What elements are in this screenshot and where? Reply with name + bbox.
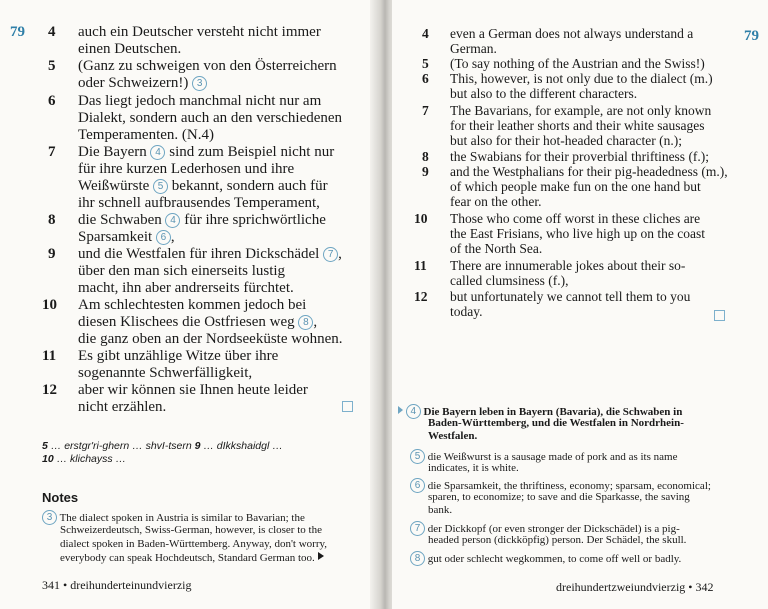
sentence-line: but unfortunately we cannot tell them to you [450,289,691,304]
sentence-line: (Ganz zu schweigen von den Österreichern [78,58,337,74]
note-marker-icon[interactable]: 3 [192,76,207,91]
sentence-line: for their leather shorts and their white sausages [450,118,705,133]
sentence-line: sogenannte Schwerfälligkeit, [78,365,253,381]
vocab-note: 6 die Sparsamkeit, the thriftiness, economy; sparsam, economical; [410,478,711,493]
vocab-note: 8 gut oder schlecht wegkommen, to come off well or badly. [410,551,681,566]
vocab-note-line: sparen, to economize; to save and die Sparkasse, the saving [428,491,690,503]
page-footer: dreihundertzweiundvierzig • 342 [556,580,714,594]
sentence-line: ihr schnell aufbrausendes Temperament, [78,195,320,211]
sentence-line: today. [450,304,483,319]
sentence-line: aber wir können sie Ihnen heute leider [78,382,308,398]
notes-title: Notes [42,490,79,505]
note-marker-icon: 6 [410,478,425,493]
sentence-number: 7 [48,144,56,160]
sentence-number: 11 [42,348,57,364]
sentence-line: (To say nothing of the Austrian and the Swiss!) [450,56,705,71]
sentence-line: This, however, is not only due to the dialect (m.) [450,71,713,86]
sentence-line: German. [450,41,497,56]
sentence-number: 10 [414,211,428,226]
sentence-line: und die Westfalen für ihren Dickschädel 7 , [78,246,342,262]
note-marker-icon: 7 [410,521,425,536]
vocab-note-line: indicates, it is white. [428,462,519,474]
page-footer: 341 • dreihunderteinundvierzig [42,578,192,592]
note-marker-icon[interactable]: 6 [156,230,171,245]
note-line: Schweizerdeutsch, Swiss-German, however, is closer to the [60,524,322,536]
sentence-line: There are innumerable jokes about their so- [450,258,686,273]
vocab-note: 7 der Dickkopf (or even stronger der Dickschädel) is a pig- [410,521,680,536]
sentence-line: Temperamenten. (N.4) [78,127,214,143]
end-marker-icon [714,310,725,321]
continue-arrow-icon [398,406,403,414]
end-marker-icon [342,401,353,412]
sentence-line: auch ein Deutscher versteht nicht immer [78,24,321,40]
note-marker-icon: 4 [406,404,421,419]
sentence-number: 6 [422,71,429,86]
sentence-line: fear on the other. [450,194,542,209]
pronunciation-line: 10 … klichayss … [42,453,127,465]
note-marker-icon[interactable]: 8 [298,315,313,330]
sentence-line: Dialekt, sondern auch an den verschiedenen [78,110,343,126]
sentence-line: and the Westphalians for their pig-headedness (m.), [450,164,728,179]
sentence-line: macht, ihn aber andrerseits fürchtet. [78,280,294,296]
sentence-line: die Schwaben 4 für ihre sprichwörtliche [78,212,326,228]
vocab-note: 4 Die Bayern leben in Bayern (Bavaria), die Schwaben in [398,404,682,419]
vocab-note-line: Westfalen. [428,430,478,442]
sentence-line: Sparsamkeit 6 , [78,229,175,245]
sentence-number: 4 [48,24,56,40]
sentence-line: the East Frisians, who live high up on the coast [450,226,705,241]
sentence-line: Es gibt unzählige Witze über ihre [78,348,279,364]
pronunciation-line: 5 … erstgr'ri-ghern … shvI-tsern 9 … dIkkshaidgl … [42,440,283,452]
sentence-line: but also to the different characters. [450,86,638,101]
sentence-line: die ganz oben an der Nordseeküste wohnen. [78,331,343,347]
lesson-number: 79 [10,24,25,40]
sentence-number: 11 [414,258,427,273]
vocab-note-line: headed person (dickköpfig) person. Der Schädel, the skull. [428,534,687,546]
sentence-line: einen Deutschen. [78,41,182,57]
sentence-line: the Swabians for their proverbial thriftiness (f.); [450,149,710,164]
sentence-number: 7 [422,103,429,118]
note-line: everybody can speak Hochdeutsch, Standard German too. [60,552,324,566]
sentence-number: 10 [42,297,57,313]
sentence-number: 12 [42,382,57,398]
note-marker-icon[interactable]: 4 [150,145,165,160]
sentence-line: Am schlechtesten kommen jedoch bei [78,297,307,313]
note-marker-icon: 8 [410,551,425,566]
sentence-line: nicht erzählen. [78,399,167,415]
sentence-line: but also for their hot-headed character (n.); [450,133,683,148]
sentence-number: 5 [422,56,429,71]
sentence-line: Das liegt jedoch manchmal nicht nur am [78,93,322,109]
left-page [0,0,376,609]
note-line: 3 The dialect spoken in Austria is similar to Bavarian; the [42,510,305,526]
sentence-line: oder Schweizern!) 3 [78,75,207,92]
note-marker-icon[interactable]: 7 [323,247,338,262]
lesson-number: 79 [744,28,759,44]
sentence-line: über den man sich einerseits lustig [78,263,286,279]
vocab-note: 5 die Weißwurst is a sausage made of pork and as its name [410,449,677,464]
note-marker-icon[interactable]: 5 [153,179,168,194]
sentence-line: für ihre kurzen Lederhosen und ihre [78,161,295,177]
sentence-line: called clumsiness (f.), [450,273,569,288]
note-marker-icon: 3 [42,510,57,525]
sentence-line: Those who come off worst in these cliches are [450,211,701,226]
sentence-number: 9 [422,164,429,179]
sentence-line: even a German does not always understand a [450,26,694,41]
note-marker-icon[interactable]: 4 [165,213,180,228]
sentence-line: of which people make fun on the one hand but [450,179,701,194]
sentence-line: The Bavarians, for example, are not only known [450,103,712,118]
continue-arrow-icon [318,552,324,560]
sentence-line: Die Bayern 4 sind zum Beispiel nicht nur [78,144,335,160]
sentence-line: of the North Sea. [450,241,543,256]
sentence-number: 8 [422,149,429,164]
sentence-line: Weißwürste 5 bekannt, sondern auch für [78,178,328,194]
sentence-number: 6 [48,93,56,109]
right-page [392,0,768,609]
sentence-line: diesen Klischees die Ostfriesen weg 8 , [78,314,318,330]
sentence-number: 8 [48,212,56,228]
sentence-number: 4 [422,26,429,41]
sentence-number: 5 [48,58,56,74]
sentence-number: 9 [48,246,56,262]
vocab-note-line: bank. [428,504,453,516]
note-marker-icon: 5 [410,449,425,464]
sentence-number: 12 [414,289,428,304]
note-line: dialect spoken in Baden-Württemberg. Anyway, don't worry, [60,538,328,550]
vocab-note-line: Baden-Württemberg, und die Westfalen in Nordrhein- [428,417,684,429]
